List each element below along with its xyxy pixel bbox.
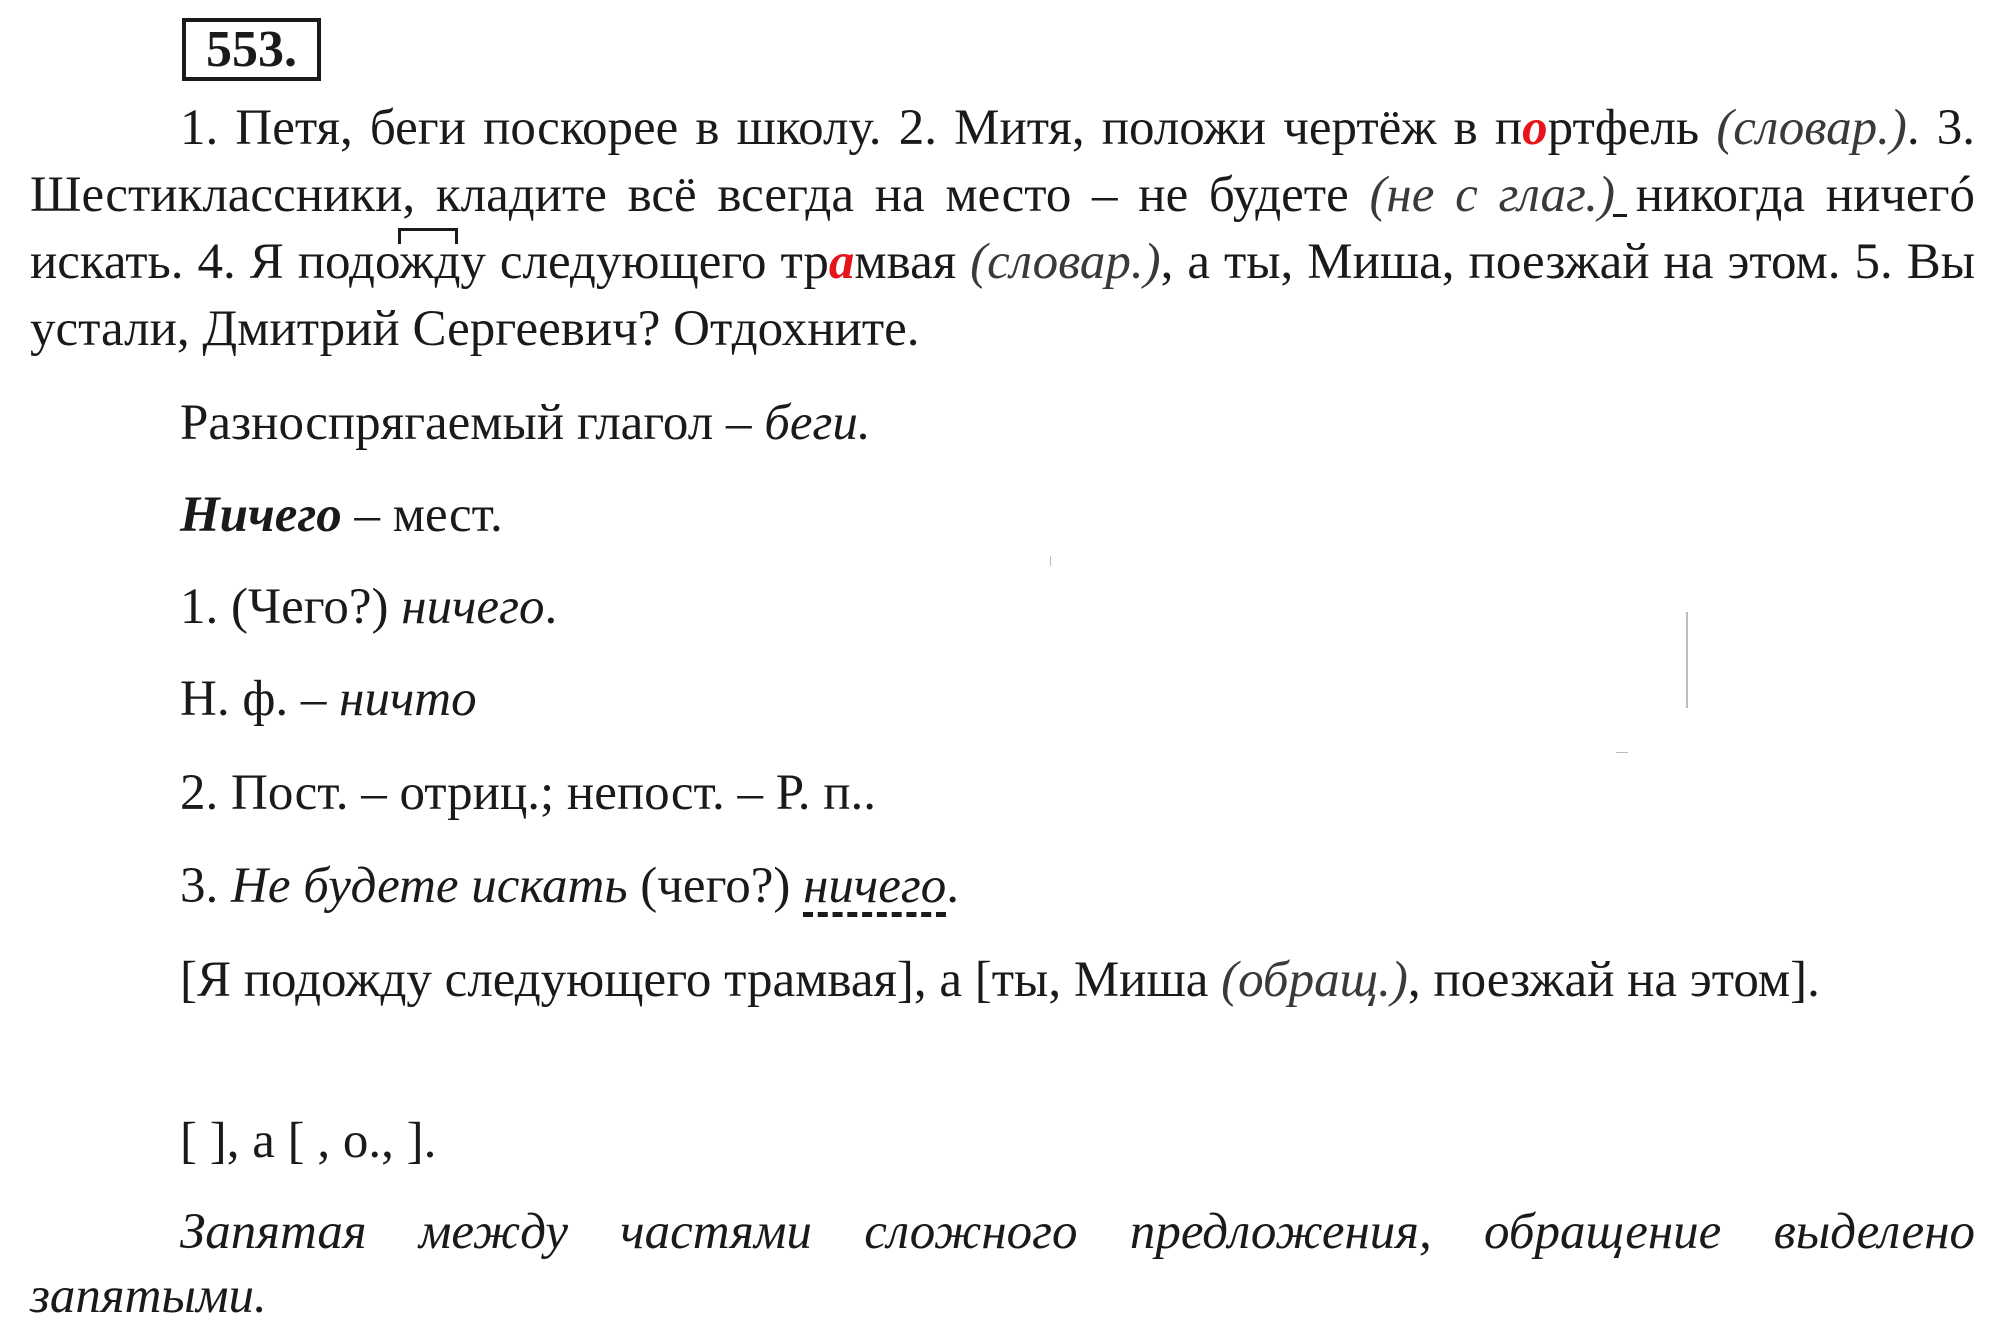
initial-form-label: Н. ф. – xyxy=(180,671,340,727)
item-2: 2. Пост. – отриц.; непост. – Р. п.. xyxy=(180,765,877,821)
item-3-phrase: Не будете искать xyxy=(231,858,628,914)
initial-form xyxy=(180,668,477,730)
sentence-part: [Я подожду следующего трамвая], а [ты, Миша xyxy=(180,952,1222,1008)
note: (словар.) xyxy=(970,234,1161,290)
item-3-word: ничего xyxy=(803,858,947,914)
scan-artifact xyxy=(1686,612,1688,708)
sentence-part: , поезжай на этом]. xyxy=(1407,952,1820,1008)
highlighted-letter: а xyxy=(828,234,855,290)
highlighted-letter: о xyxy=(1522,100,1548,156)
suffix-mark xyxy=(398,228,458,244)
pronoun-line xyxy=(180,484,503,546)
item-1 xyxy=(180,576,557,638)
conclusion: Запятая между частями сложного предложения, обращение выделено запятыми. xyxy=(30,1204,1975,1324)
scan-artifact xyxy=(1050,556,1051,566)
verb-word: беги. xyxy=(764,395,871,451)
scheme: [ ], а [ , о., ]. xyxy=(180,1113,437,1169)
pronoun-word: Ничего xyxy=(180,487,342,543)
text-part: никогда ничегó искать. 4. Я подожду следующего тр xyxy=(30,167,1975,290)
item-3-question: (чего?) xyxy=(627,858,804,914)
note: (обращ.) xyxy=(1221,952,1408,1008)
item-1-word: ничего xyxy=(401,579,545,635)
pronoun-rest: – мест. xyxy=(341,487,503,543)
item-1-end: . xyxy=(544,579,558,635)
item-1-label: 1. (Чего?) xyxy=(180,579,402,635)
item-3-num: 3. xyxy=(180,858,231,914)
separate-writing-mark xyxy=(1613,214,1627,217)
text-part: мвая xyxy=(854,234,971,290)
scan-artifact xyxy=(1616,752,1628,753)
verb-label: Разноспрягаемый глагол – xyxy=(180,395,765,451)
text-part: , а ты, Миша, поезжай на этом. 5. Вы устали, Дмитрий Сергеевич? Отдохните. xyxy=(30,234,1975,357)
text-part: 1. Петя, беги поскорее в школу. 2. Митя, положи чертёж в п xyxy=(180,100,1523,156)
exercise-text xyxy=(30,95,1975,363)
verb-line xyxy=(180,392,871,454)
text-part: ртфель xyxy=(1547,100,1717,156)
item-3-end: . xyxy=(946,858,960,914)
exercise-number: 553. xyxy=(182,18,321,81)
item-3 xyxy=(180,855,959,917)
note: (не с глаг.) xyxy=(1369,167,1616,223)
note: (словар.) xyxy=(1716,100,1907,156)
sentence-scheme-text xyxy=(30,948,1975,1012)
initial-form-word: ничто xyxy=(339,671,477,727)
text-part: . 3. Шестиклассники, кладите всё всегда на место – не будете xyxy=(30,100,1975,223)
